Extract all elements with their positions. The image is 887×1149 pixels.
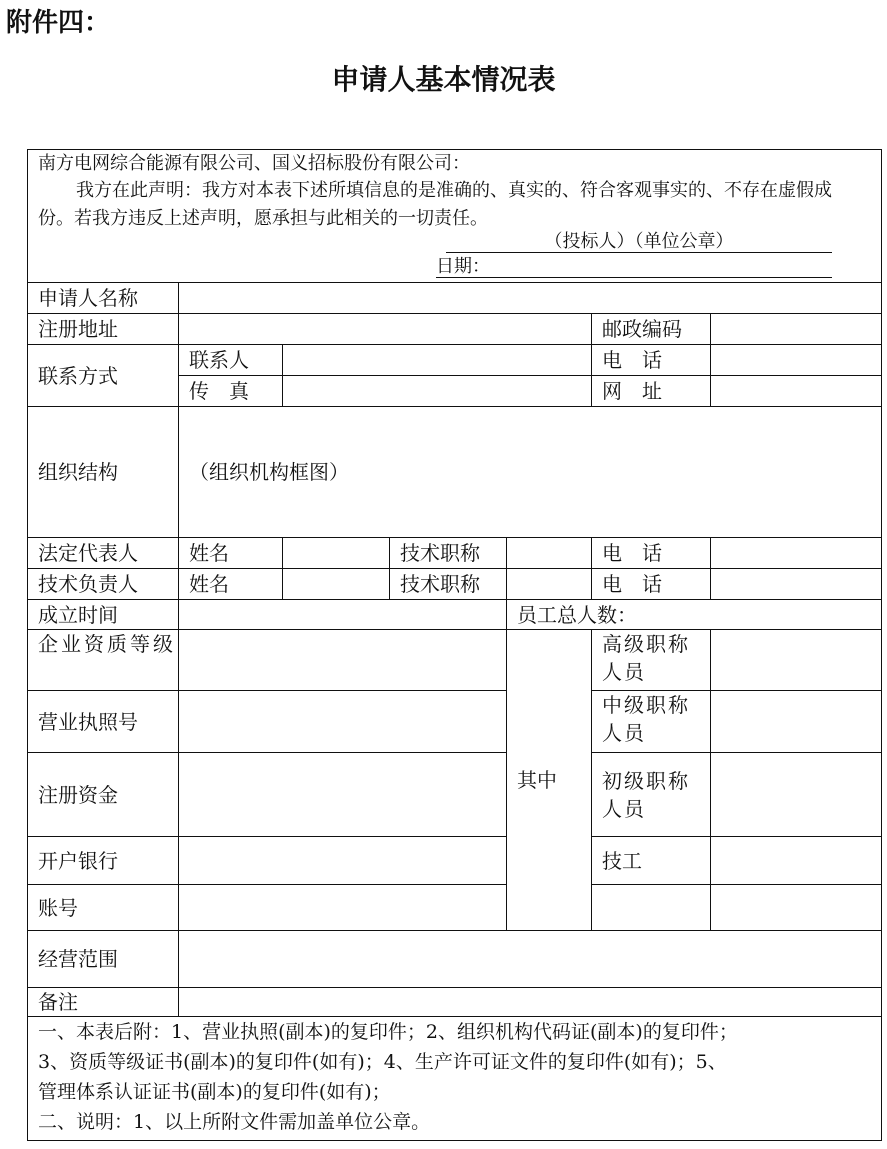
fax-label: 传 真 (179, 376, 283, 407)
declaration-block (28, 150, 882, 283)
postcode-field[interactable] (711, 314, 882, 345)
fax-field[interactable] (283, 376, 592, 407)
org-chart-field[interactable]: （组织机构框图） (179, 407, 882, 538)
junior-staff-field[interactable] (711, 753, 882, 837)
established-label: 成立时间 (28, 600, 179, 630)
tech-lead-name-field[interactable] (283, 569, 390, 600)
applicant-name-field[interactable] (179, 283, 882, 314)
applicant-name-label: 申请人名称 (28, 283, 179, 314)
applicant-info-table (27, 149, 882, 1141)
legal-rep-phone-field[interactable] (711, 538, 882, 569)
form-title: 申请人基本情况表 (331, 63, 556, 96)
staff-total-label[interactable]: 员工总人数： (507, 600, 882, 630)
business-scope-label: 经营范围 (28, 931, 179, 988)
reg-capital-field[interactable] (179, 753, 507, 837)
legal-rep-phone-label: 电 话 (592, 538, 711, 569)
blank-label-cell (592, 885, 711, 931)
contact-person-label: 联系人 (179, 345, 283, 376)
account-field[interactable] (179, 885, 507, 931)
declaration-statement: 我方在此声明：我方对本表下述所填信息的是准确的、真实的、符合客观事实的、不存在虚假成份。若我方违反上述声明，愿承担与此相关的一切责任。 (38, 180, 832, 229)
website-label: 网 址 (592, 376, 711, 407)
notes-line-1: 一、本表后附：1、营业执照(副本)的复印件；2、组织机构代码证(副本)的复印件； (38, 1021, 738, 1043)
middle-staff-field[interactable] (711, 691, 882, 753)
qualification-field[interactable] (179, 630, 507, 691)
contact-person-field[interactable] (283, 345, 592, 376)
notes-line-2: 3、资质等级证书(副本)的复印件(如有)；4、生产许可证文件的复印件(如有)；5、 (38, 1051, 727, 1073)
license-no-field[interactable] (179, 691, 507, 753)
declaration-addressee: 南方电网综合能源有限公司、国义招标股份有限公司： (38, 153, 470, 174)
tech-lead-phone-label: 电 话 (592, 569, 711, 600)
legal-rep-label: 法定代表人 (28, 538, 179, 569)
technician-field[interactable] (711, 837, 882, 885)
bank-label: 开户银行 (28, 837, 179, 885)
tech-lead-phone-field[interactable] (711, 569, 882, 600)
senior-staff-field[interactable] (711, 630, 882, 691)
legal-rep-title-label: 技术职称 (390, 538, 507, 569)
annex-label: 附件四： (6, 8, 111, 38)
org-structure-label: 组织结构 (28, 407, 179, 538)
tech-lead-title-field[interactable] (507, 569, 592, 600)
reg-capital-label: 注册资金 (28, 753, 179, 837)
license-no-label: 营业执照号 (28, 691, 179, 753)
bank-field[interactable] (179, 837, 507, 885)
contact-method-label: 联系方式 (28, 345, 179, 407)
phone-field[interactable] (711, 345, 882, 376)
tech-lead-label: 技术负责人 (28, 569, 179, 600)
date-line: 日期： (436, 257, 832, 278)
signature-line: （投标人）（单位公章） (446, 232, 832, 253)
website-field[interactable] (711, 376, 882, 407)
account-label: 账号 (28, 885, 179, 931)
blank-value-cell[interactable] (711, 885, 882, 931)
reg-address-field[interactable] (179, 314, 592, 345)
phone-label: 电 话 (592, 345, 711, 376)
legal-rep-name-label: 姓名 (179, 538, 283, 569)
technician-label: 技工 (592, 837, 711, 885)
reg-address-label: 注册地址 (28, 314, 179, 345)
notes-line-4: 二、说明：1、以上所附文件需加盖单位公章。 (38, 1111, 431, 1133)
tech-lead-title-label: 技术职称 (390, 569, 507, 600)
among-label: 其中 (507, 630, 592, 931)
junior-staff-label: 初级职称人员 (592, 753, 711, 837)
legal-rep-title-field[interactable] (507, 538, 592, 569)
qualification-label: 企业资质等级 (28, 630, 179, 691)
remarks-label: 备注 (28, 988, 179, 1017)
established-field[interactable] (179, 600, 507, 630)
tech-lead-name-label: 姓名 (179, 569, 283, 600)
remarks-field[interactable] (179, 988, 882, 1017)
notes-line-3: 管理体系认证证书(副本)的复印件(如有)； (38, 1081, 391, 1103)
legal-rep-name-field[interactable] (283, 538, 390, 569)
middle-staff-label: 中级职称人员 (592, 691, 711, 753)
senior-staff-label: 高级职称人员 (592, 630, 711, 691)
business-scope-field[interactable] (179, 931, 882, 988)
notes-block (28, 1017, 882, 1141)
postcode-label: 邮政编码 (592, 314, 711, 345)
